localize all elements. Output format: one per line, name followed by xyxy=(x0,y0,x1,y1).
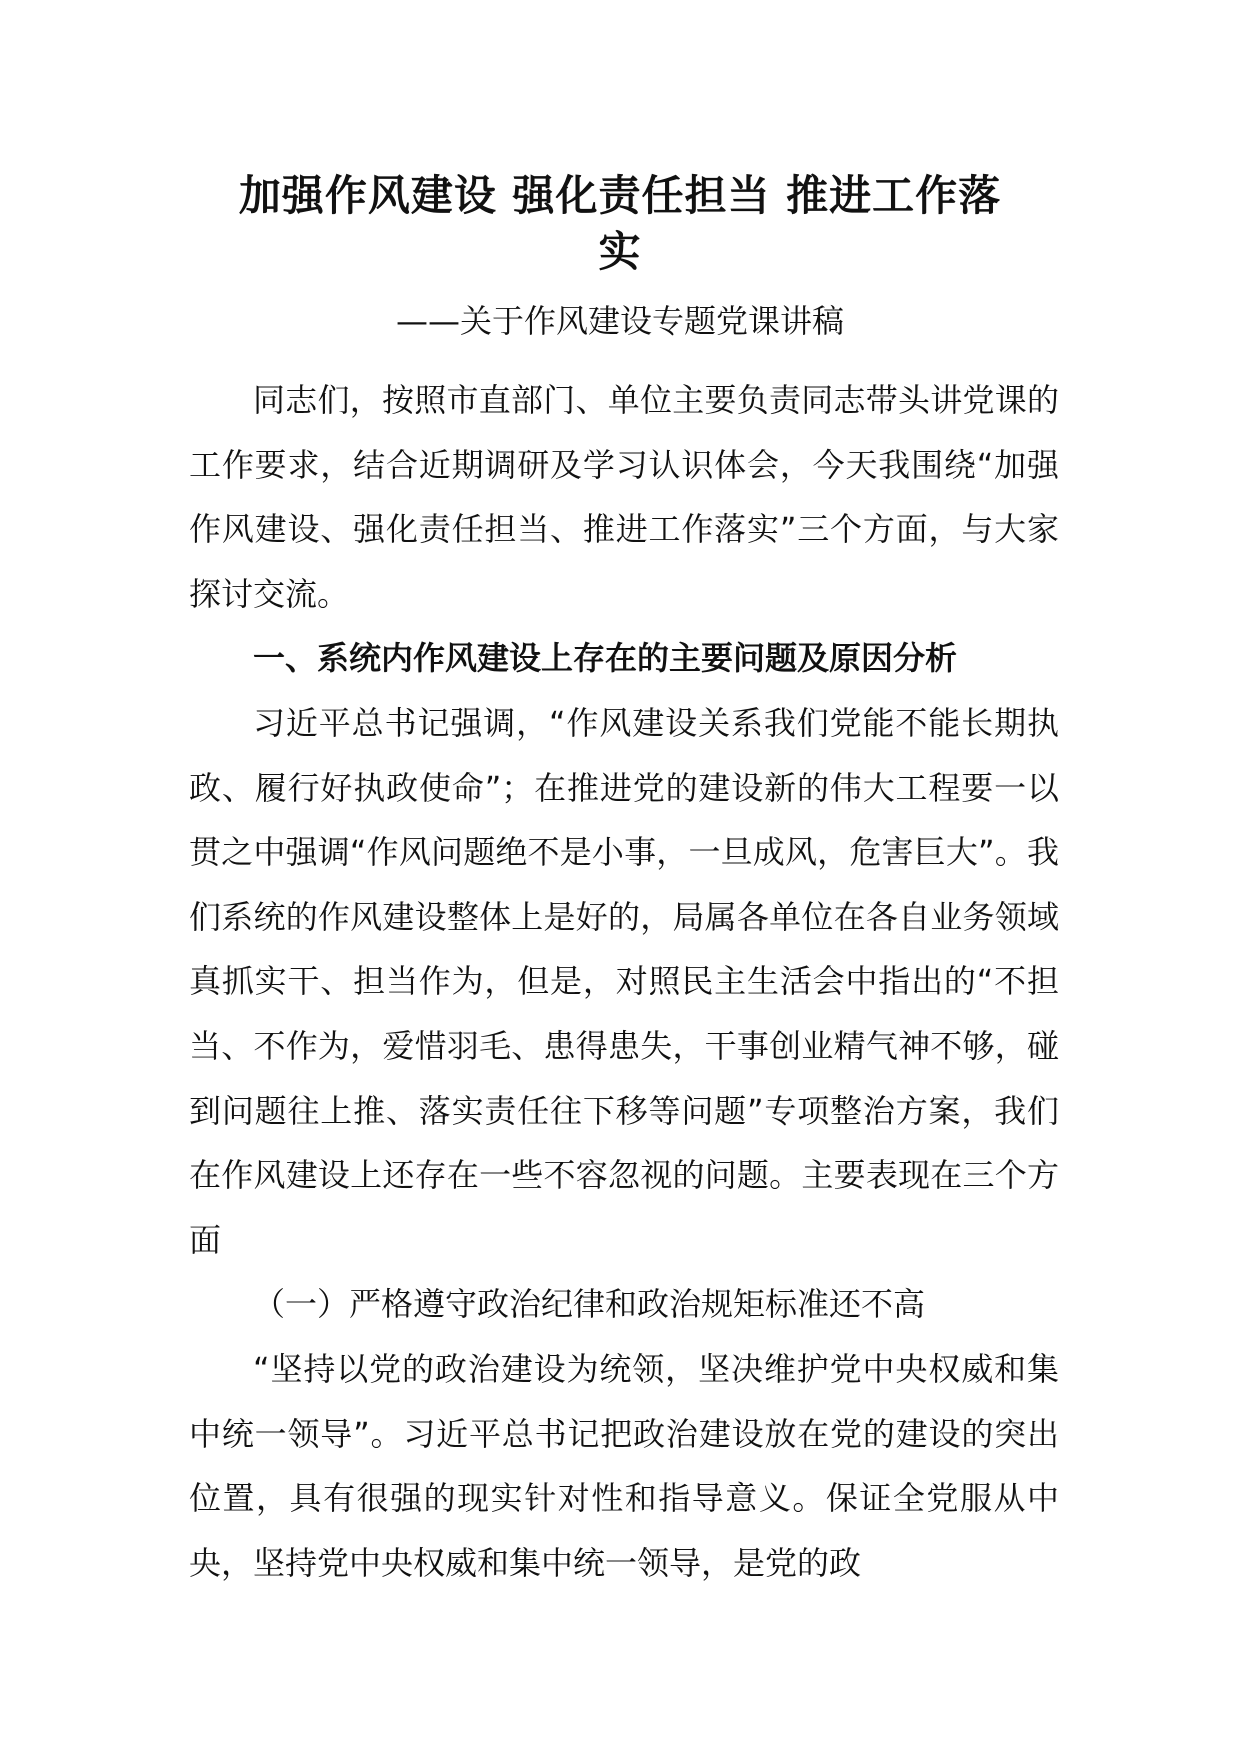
paragraph-problems: 习近平总书记强调，“作风建设关系我们党能不能长期执政、履行好执政使命”；在推进党的建设新的伟大工程要一以贯之中强调“作风问题绝不是小事，一旦成风，危害巨大”。我们系统的作风建设整体上是好的，局属各单位在各自业务领域真抓实干、担当作为，但是，对照民主生活会中指出的“不担当、不作为，爱惜羽毛、患得患失，干事创业精气神不够，碰到问题往上推、落实责任往下移等问题”专项整治方案，我们在作风建设上还存在一些不容忽视的问题。主要表现在三个方面 xyxy=(189,703,1059,1259)
paragraph-political-discipline: “坚持以党的政治建设为统领，坚决维护党中央权威和集中统一领导”。习近平总书记把政治建设放在党的建设的突出位置，具有很强的现实针对性和指导意义。保证全党服从中央，坚持党中央权威和集中统一领导，是党的政 xyxy=(189,1349,1059,1582)
document-subtitle: ——关于作风建设专题党课讲稿 xyxy=(395,302,844,340)
document-title-line-2: 实 xyxy=(598,227,642,276)
paragraph-intro: 同志们，按照市直部门、单位主要负责同志带头讲党课的工作要求，结合近期调研及学习认识体会，今天我围绕“加强作风建设、强化责任担当、推进工作落实”三个方面，与大家探讨交流。 xyxy=(189,381,1059,613)
document-title-line-1: 加强作风建设 强化责任担当 推进工作落 xyxy=(238,171,1002,220)
section-heading-1: 一、系统内作风建设上存在的主要问题及原因分析 xyxy=(253,639,958,678)
subsection-heading-1: （一）严格遵守政治纪律和政治规矩标准还不高 xyxy=(253,1285,926,1324)
document-body xyxy=(189,368,1059,1595)
